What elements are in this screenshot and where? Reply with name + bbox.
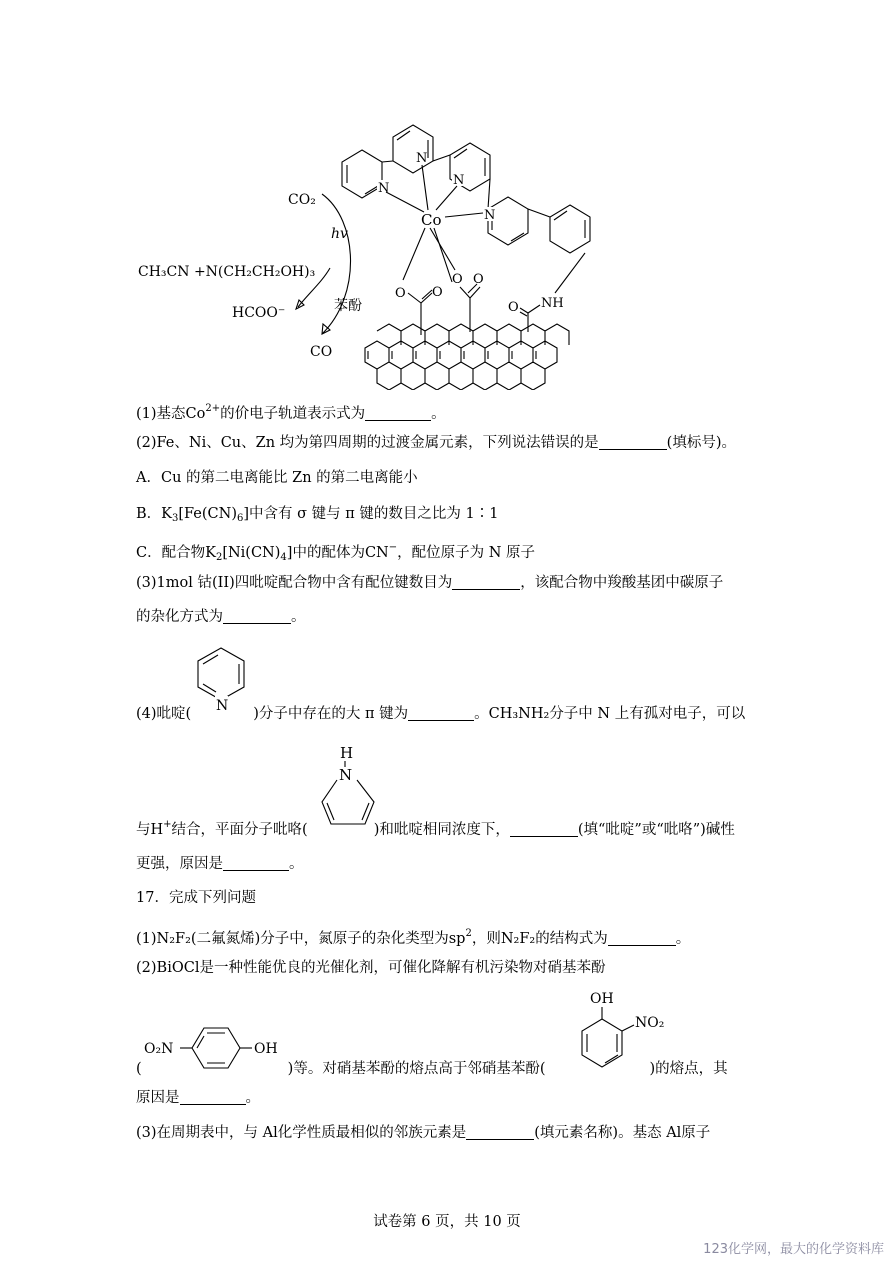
answer-blank[interactable] bbox=[599, 435, 667, 450]
pyridine-n-label: N bbox=[216, 698, 229, 714]
question-17-title: 17．完成下列问题 bbox=[136, 890, 256, 906]
question-4-line1: (4)吡啶( )分子中存在的大 π 键为 。CH₃NH₂分子中 N 上有孤对电子，可以 bbox=[136, 706, 746, 722]
n-atom-label: N bbox=[378, 181, 390, 196]
formate-label: HCOO⁻ bbox=[232, 305, 286, 321]
answer-blank[interactable] bbox=[608, 931, 676, 946]
question-17-1: (1)N₂F₂(二氟氮烯)分子中，氮原子的杂化类型为$sp^2$，则N₂F₂的结构式为 。 bbox=[136, 928, 691, 947]
n-atom-label: N bbox=[484, 208, 496, 223]
oxygen-label: O bbox=[473, 272, 484, 287]
question-2: (2)Fe、Ni、Cu、Zn 均为第四周期的过渡金属元素，下列说法错误的是 (填标号)。 bbox=[136, 435, 736, 451]
hv-label: hv bbox=[331, 226, 348, 242]
question-17-2-line2: ( )等。对硝基苯酚的熔点高于邻硝基苯酚( )的熔点，其 bbox=[136, 1061, 728, 1077]
question-17-2-line1: (2)BiOCl是一种性能优良的光催化剂，可催化降解有机污染物对硝基苯酚 bbox=[136, 960, 606, 976]
option-a: A．Cu 的第二电离能比 Zn 的第二电离能小 bbox=[136, 470, 418, 486]
oxygen-label: O bbox=[395, 286, 406, 301]
answer-blank[interactable] bbox=[466, 1125, 534, 1140]
co-product-label: CO bbox=[310, 344, 333, 360]
option-c: C．配合物$K_2[Ni(CN)_4]$中的配体为CN−，配位原子为 N 原子 bbox=[136, 542, 536, 563]
complex-scheme-figure bbox=[130, 110, 600, 390]
oxygen-label: O bbox=[452, 272, 463, 287]
page-footer: 试卷第 6 页，共 10 页 bbox=[373, 1214, 521, 1230]
reactants-label: CH₃CN +N(CH₂CH₂OH)₃ bbox=[138, 264, 316, 280]
watermark: 123化学网，最大的化学资料库 bbox=[703, 1242, 884, 1257]
cobalt-ion: $Co^{2+}$ bbox=[185, 403, 221, 422]
question-17-3-line1: (3)在周期表中，与 Al化学性质最相似的邻族元素是 (填元素名称)。基态 Al原子 bbox=[136, 1125, 711, 1141]
oxygen-label: O bbox=[432, 285, 443, 300]
no2-label: NO₂ bbox=[635, 1015, 665, 1031]
answer-blank[interactable] bbox=[452, 575, 520, 590]
amide-nh-label: NH bbox=[541, 296, 564, 311]
cobalt-center-label: Co bbox=[421, 211, 442, 229]
pyrrole-h-label: H bbox=[340, 744, 354, 762]
answer-blank[interactable] bbox=[180, 1090, 246, 1105]
oh-label: OH bbox=[590, 991, 614, 1007]
phenyl-ring bbox=[550, 205, 590, 253]
co2-label: CO₂ bbox=[288, 192, 316, 208]
answer-blank[interactable] bbox=[223, 856, 289, 871]
question-17-2-line3: 原因是 。 bbox=[136, 1090, 260, 1106]
answer-blank[interactable] bbox=[365, 406, 431, 421]
n-atom-label: N bbox=[453, 173, 465, 188]
graphene-sheet bbox=[365, 324, 569, 390]
n-atom-label: N bbox=[416, 151, 428, 166]
option-b: B．$K_3[Fe(CN)_6]$中含有 σ 键与 π 键的数目之比为 1∶1 bbox=[136, 506, 499, 524]
oxygen-label: O bbox=[508, 300, 519, 315]
answer-blank[interactable] bbox=[408, 706, 474, 721]
pyridine-ring-1 bbox=[342, 150, 382, 198]
pyridine-structure bbox=[188, 640, 252, 718]
pyrrole-n-label: N bbox=[339, 766, 353, 784]
question-1: (1)基态$Co^{2+}$的价电子轨道表示式为 。 bbox=[136, 403, 446, 422]
phenol-label: 苯酚 bbox=[334, 298, 362, 314]
pyrrole-structure bbox=[314, 740, 384, 832]
answer-blank[interactable] bbox=[510, 822, 578, 837]
oh-label: OH bbox=[254, 1041, 278, 1057]
o2n-label: O₂N bbox=[144, 1041, 174, 1057]
answer-blank[interactable] bbox=[223, 609, 291, 624]
question-3-line1: (3)1mol 钴(II)四吡啶配合物中含有配位键数目为 ，该配合物中羧酸基团中碳原子 bbox=[136, 575, 724, 591]
question-3-line2: 的杂化方式为 。 bbox=[136, 609, 306, 625]
question-4-line3: 更强，原因是 。 bbox=[136, 856, 304, 872]
question-4-line2: 与H+结合，平面分子吡咯( )和吡啶相同浓度下， (填“吡啶”或“吡咯”)碱性 bbox=[136, 819, 735, 838]
